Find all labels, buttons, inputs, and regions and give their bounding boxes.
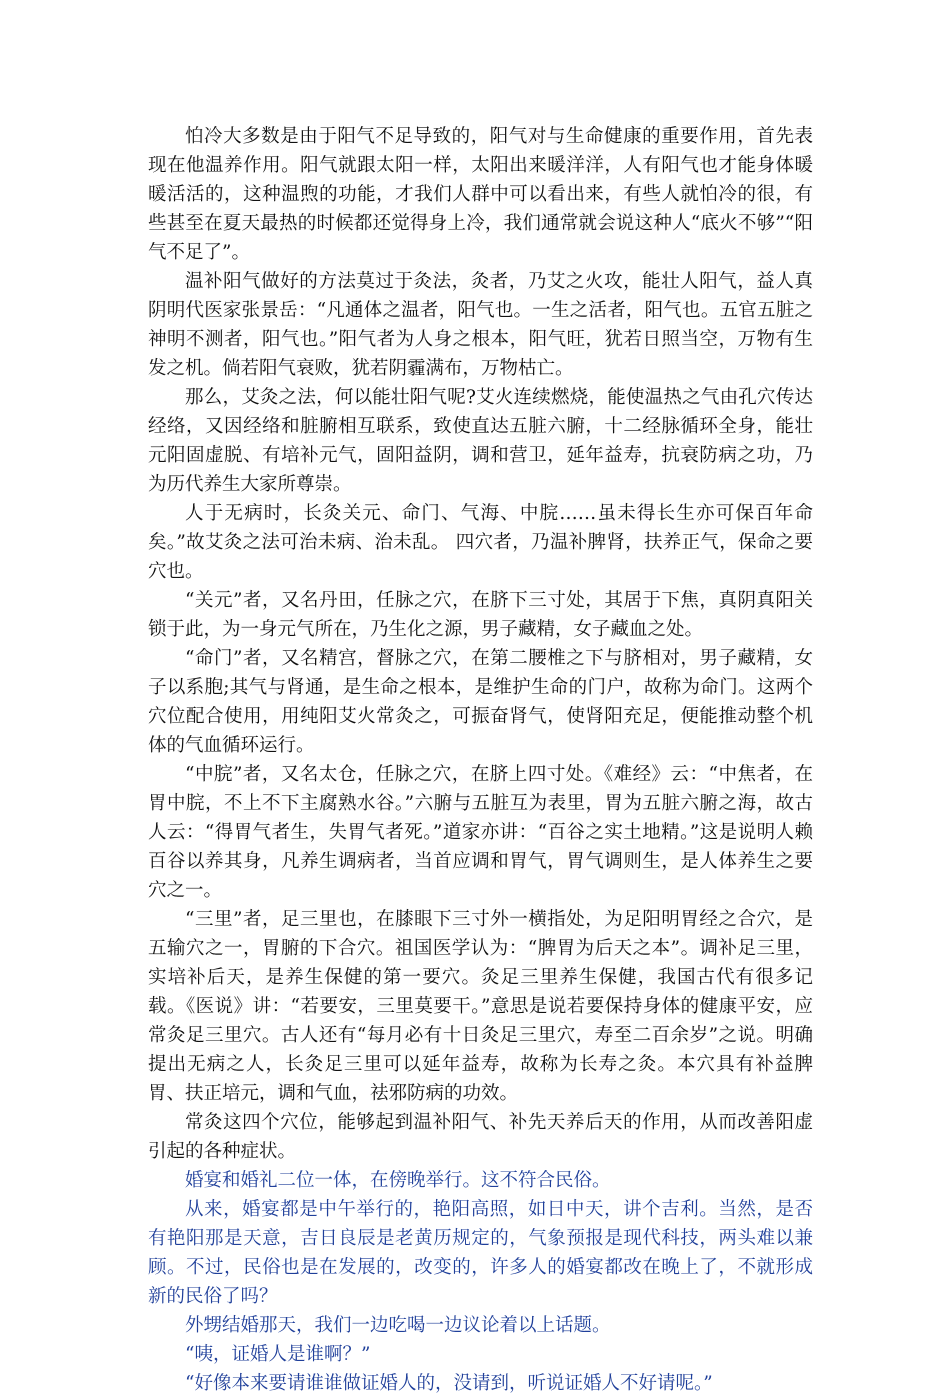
paragraph-wedding-evening: 婚宴和婚礼二位一体，在傍晚举行。这不符合民俗。: [185, 1170, 611, 1191]
paragraph-conclusion: 常灸这四个穴位，能够起到温补阳气、补先天养后天的作用，从而改善阳虚引起的各种症状。: [148, 1112, 813, 1162]
paragraph-wedding-custom: 从来，婚宴都是中午举行的，艳阳高照，如日中天，讲个吉利。当然，是否有艳阳那是天意，吉日良辰是老黄历规定的，气象预报是现代科技，两头难以兼顾。不过，民俗也是在发展的，改变的，许多人的婚宴都改在晚上了，不就形成新的民俗了吗？: [148, 1199, 813, 1307]
paragraph-zhongwan: “中脘”者，又名太仓，任脉之穴，在脐上四寸处。《难经》云：“中焦者，在胃中脘，不上不下主腐熟水谷。”六腑与五脏互为表里，胃为五脏六腑之海，故古人云：“得胃气者生，失胃气者死。”道家亦讲：“百谷之实土地精。”这是说明人赖百谷以养其身，凡养生调病者，当首应调和胃气，胃气调则生，是人体养生之要穴之一。: [148, 764, 813, 901]
paragraph-dialogue-answer: “好像本来要请谁谁做证婚人的，没请到，听说证婚人不好请呢。”: [185, 1373, 713, 1394]
document-body: [148, 122, 813, 1398]
paragraph-nephew-wedding: 外甥结婚那天，我们一边吃喝一边议论着以上话题。: [185, 1315, 611, 1336]
paragraph-mingmen: “命门”者，又名精宫，督脉之穴，在第二腰椎之下与脐相对，男子藏精，女子以系胞;其气与肾通，是生命之根本，是维护生命的门户，故称为命门。这两个穴位配合使用，用纯阳艾火常灸之，可振奋肾气，使肾阳充足，便能推动整个机体的气血循环运行。: [148, 648, 813, 756]
paragraph-zusanli: “三里”者，足三里也，在膝眼下三寸外一横指处，为足阳明胃经之合穴，是五输穴之一，胃腑的下合穴。祖国医学认为：“脾胃为后天之本”。调补足三里，实培补后天，是养生保健的第一要穴。灸足三里养生保健，我国古代有很多记载。《医说》讲：“若要安，三里莫要干。”意思是说若要保持身体的健康平安，应常灸足三里穴。古人还有“每月必有十日灸足三里穴，寿至二百余岁”之说。明确提出无病之人，长灸足三里可以延年益寿，故称为长寿之灸。本穴具有补益脾胃、扶正培元，调和气血，祛邪防病的功效。: [148, 909, 813, 1104]
paragraph-guanyuan: “关元”者，又名丹田，任脉之穴，在脐下三寸处，其居于下焦，真阴真阳关锁于此，为一身元气所在，乃生化之源，男子藏精，女子藏血之处。: [148, 590, 813, 640]
paragraph-yang-qi-cold: 怕冷大多数是由于阳气不足导致的，阳气对与生命健康的重要作用，首先表现在他温养作用。阳气就跟太阳一样，太阳出来暖洋洋，人有阳气也才能身体暖暖活活的，这种温煦的功能，才我们人群中可以看出来，有些人就怕冷的很，有些甚至在夏天最热的时候都还觉得身上冷，我们通常就会说这种人“底火不够”“阳气不足了”。: [148, 126, 813, 263]
paragraph-moxibustion-method: 温补阳气做好的方法莫过于灸法，灸者，乃艾之火攻，能壮人阳气，益人真阴明代医家张景岳：“凡通体之温者，阳气也。一生之活者，阳气也。五官五脏之神明不测者，阳气也。”阳气者为人身之根本，阳气旺，犹若日照当空，万物有生发之机。倘若阳气衰败，犹若阴霾满布，万物枯亡。: [148, 271, 813, 379]
paragraph-dialogue-question: “咦，证婚人是谁啊？”: [185, 1344, 371, 1365]
paragraph-moxa-mechanism: 那么，艾灸之法，何以能壮阳气呢?艾火连续燃烧，能使温热之气由孔穴传达经络，又因经络和脏腑相互联系，致使直达五脏六腑，十二经脉循环全身，能壮元阳固虚脱、有培补元气，固阳益阴，调和营卫，延年益寿，抗衰防病之功，乃为历代养生大家所尊崇。: [148, 387, 813, 495]
paragraph-four-points: 人于无病时，长灸关元、命门、气海、中脘……虽未得长生亦可保百年命矣。”故艾灸之法可治未病、治未乱。 四穴者，乃温补脾肾，扶养正气，保命之要穴也。: [148, 503, 813, 582]
